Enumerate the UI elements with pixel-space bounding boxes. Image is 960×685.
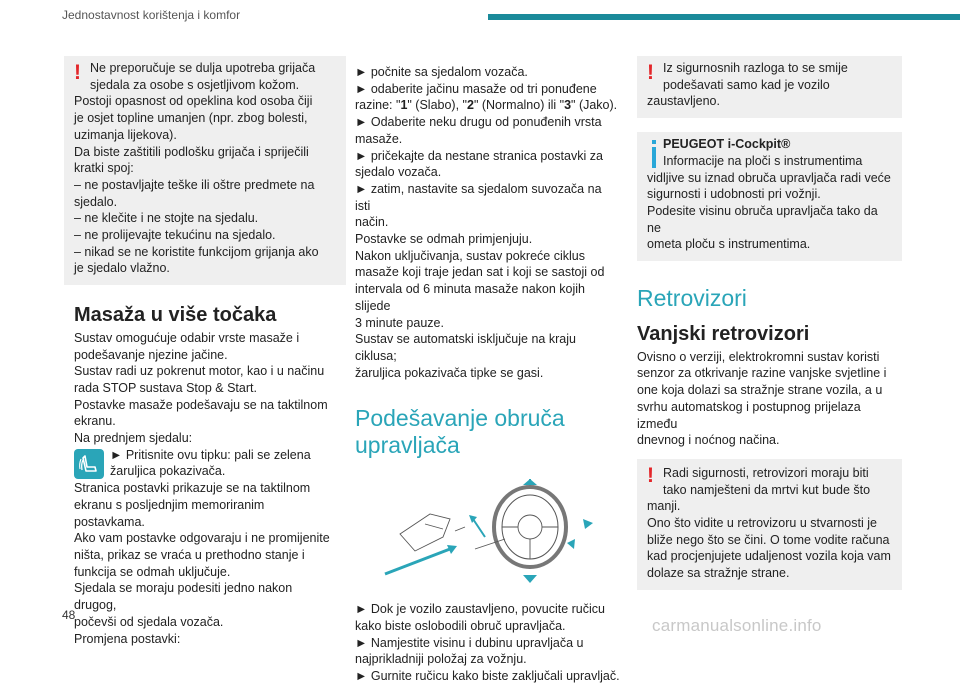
warning-box-mirrors (637, 459, 902, 590)
text-line: ► Namjestite visinu i dubinu upravljača u (355, 635, 584, 650)
text-line: manji. (647, 499, 681, 514)
text-span: " (Jako). (571, 98, 618, 113)
chapter-title-mirrors: Retrovizori (637, 285, 747, 312)
text-line: intervala od 6 minuta masaže nakon kojih slijede (355, 282, 585, 313)
info-box-title: PEUGEOT i-Cockpit® (663, 137, 791, 152)
text-line: Iz sigurnosnih razloga to se smije (663, 61, 848, 75)
level-2: 2 (466, 98, 474, 113)
text-line: ► odaberite jačinu masaže od tri ponuđene (355, 81, 597, 96)
text-line: žaruljica pokazivača. (110, 464, 226, 479)
header-accent-bar (488, 14, 960, 20)
text-line: uzimanja lijekova). (74, 127, 177, 142)
text-line: 3 minute pauze. (355, 315, 444, 330)
text-line: ► Dok je vozilo zaustavljeno, povucite ručicu (355, 602, 605, 617)
text-line: način. (355, 215, 389, 230)
column-middle (355, 64, 620, 685)
text-span: razine: " (355, 98, 401, 113)
level-3: 3 (564, 98, 572, 113)
text-line: Podesite visinu obruča upravljača tako da ne (647, 203, 878, 235)
level-1: 1 (400, 98, 408, 113)
text-line: rada STOP sustava Stop & Start. (74, 380, 257, 395)
massage-button-instruction (74, 447, 336, 480)
text-line: sjedalo vozača. (355, 165, 442, 180)
text-line: Ono što vidite u retrovizoru u stvarnosti je (647, 516, 877, 531)
text-line: Postavke masaže podešavaju se na taktilnom (74, 397, 328, 412)
warning-box-seat-heating (64, 56, 346, 285)
text-line: zaustavljeno. (647, 94, 720, 109)
text-line: dolaze sa stražnje strane. (647, 566, 790, 581)
chapter-title-steering (355, 405, 620, 459)
section-title-massage: Masaža u više točaka (74, 304, 277, 327)
text-line: je osjet topline umanjen (npr. zbog bolesti, (74, 111, 308, 126)
text-line: ► Pritisnite ovu tipku: pali se zelena (110, 447, 311, 462)
running-header: Jednostavnost korištenja i komfor (62, 8, 241, 22)
text-line: masaže. (355, 131, 403, 146)
text-line: Sustav radi uz pokrenut motor, kao i u načinu (74, 364, 325, 379)
warning-icon: ! (647, 463, 654, 487)
text-span: " (Normalno) ili " (473, 98, 565, 113)
text-line: sigurnosti i udobnosti pri vožnji. (647, 187, 821, 202)
text-line: Postoji opasnost od opeklina kod osoba čiji (74, 94, 313, 109)
text-line: funkcija se odmah uključuje. (74, 564, 231, 579)
text-line: senzor za otkrivanje razine vanjske svjetline i (637, 366, 887, 381)
text-line: Sustav se automatski isključuje na kraju ciklusa; (355, 332, 576, 363)
info-box-icockpit (637, 132, 902, 261)
text-line: Sjedala se moraju podesiti jedno nakon drugog, (74, 581, 293, 613)
warning-icon: ! (647, 61, 654, 84)
text-line: najprikladniji položaj za vožnju. (355, 652, 527, 667)
text-line: Radi sigurnosti, retrovizori moraju biti (663, 465, 869, 480)
text-line: Da biste zaštitili podlošku grijača i spriječili (74, 144, 309, 159)
info-icon (647, 140, 663, 168)
text-line: Informacije na ploči s instrumentima (663, 153, 863, 168)
text-line: Promjena postavki: (74, 631, 181, 646)
text-line: Nakon uključivanja, sustav pokreće ciklus (355, 248, 585, 263)
text-line: je sjedalo vlažno. (74, 261, 170, 276)
text-line: sjedala za osobe s osjetljivom kožom. (90, 77, 300, 92)
watermark: carmanualsonline.info (652, 616, 822, 635)
text-line: ekranu. (74, 414, 116, 429)
text-span: " (Slabo), " (407, 98, 467, 113)
column-right (637, 56, 902, 590)
text-line: ekranu s posljednjim memoriranim postavkama. (74, 497, 265, 529)
text-line: – ne klečite i ne stojte na sjedalu. (74, 211, 259, 226)
text-line: dnevnog i noćnog načina. (637, 433, 780, 448)
text-line: Na prednjem sjedalu: (74, 431, 193, 446)
section-title-exterior-mirrors: Vanjski retrovizori (637, 323, 810, 346)
text-line: kad procjenjujete udaljenost vozila koja vam (647, 549, 891, 564)
text-line: ► počnite sa sjedalom vozača. (355, 65, 528, 79)
chapter-title-line: Podešavanje obruča (355, 405, 565, 432)
text-line: ometa ploču s instrumentima. (647, 237, 811, 252)
page-number: 48 (62, 608, 76, 622)
text-line: žaruljica pokazivača tipke se gasi. (355, 365, 544, 380)
chapter-title-line: upravljača (355, 432, 460, 459)
text-line: ništa, prikaz se vraća u prethodno stanje i (74, 547, 305, 562)
text-line: Ako vam postavke odgovaraju i ne promijenite (74, 531, 330, 546)
text-line: tako namješteni da mrtvi kut bude što (663, 482, 871, 497)
text-line: sjedalo. (74, 194, 118, 209)
steering-wheel-illustration (355, 479, 620, 589)
seat-massage-icon (74, 449, 104, 479)
text-line: podešavanje njezine jačine. (74, 347, 228, 362)
text-line: počevši od sjedala vozača. (74, 614, 224, 629)
text-line: ► Gurnite ručicu kako biste zaključali upravljač. (355, 669, 620, 684)
text-line: podešavati samo kad je vozilo (663, 77, 830, 92)
text-line: Postavke se odmah primjenjuju. (355, 232, 533, 247)
text-line: ► pričekajte da nestane stranica postavki za (355, 148, 603, 163)
text-line: Ne preporučuje se dulja upotreba grijača (90, 61, 316, 75)
column-left (74, 56, 336, 647)
text-line: Stranica postavki prikazuje se na taktilnom (74, 481, 311, 496)
text-line: Ovisno o verziji, elektrokromni sustav koristi (637, 349, 880, 364)
text-line: Sustav omogućuje odabir vrste masaže i (74, 330, 300, 345)
text-line: – nikad se ne koristite funkcijom grijanja ako (74, 244, 319, 259)
text-line: – ne prolijevajte tekućinu na sjedalo. (74, 228, 276, 243)
text-line: one koja dolazi sa stražnje strane vozila, a u (637, 383, 883, 398)
text-line: bliže nego što se čini. O tome vodite računa (647, 532, 890, 547)
warning-icon: ! (74, 61, 81, 84)
text-line: – ne postavljajte teške ili oštre predmete na (74, 177, 315, 192)
text-line: svrhu automatskog i postupnog prijelaza između (637, 399, 861, 431)
text-line: kako biste oslobodili obruč upravljača. (355, 619, 566, 634)
text-line-levels (355, 97, 620, 114)
text-line: vidljive su iznad obruča upravljača radi veće (647, 170, 891, 185)
text-line: ► zatim, nastavite sa sjedalom suvozača na isti (355, 181, 602, 213)
warning-box-steering (637, 56, 902, 118)
text-line: kratki spoj: (74, 161, 134, 176)
text-line: ► Odaberite neku drugu od ponuđenih vrsta (355, 115, 602, 130)
text-line: masaže koji traje jedan sat i koji se sastoji od (355, 265, 605, 280)
